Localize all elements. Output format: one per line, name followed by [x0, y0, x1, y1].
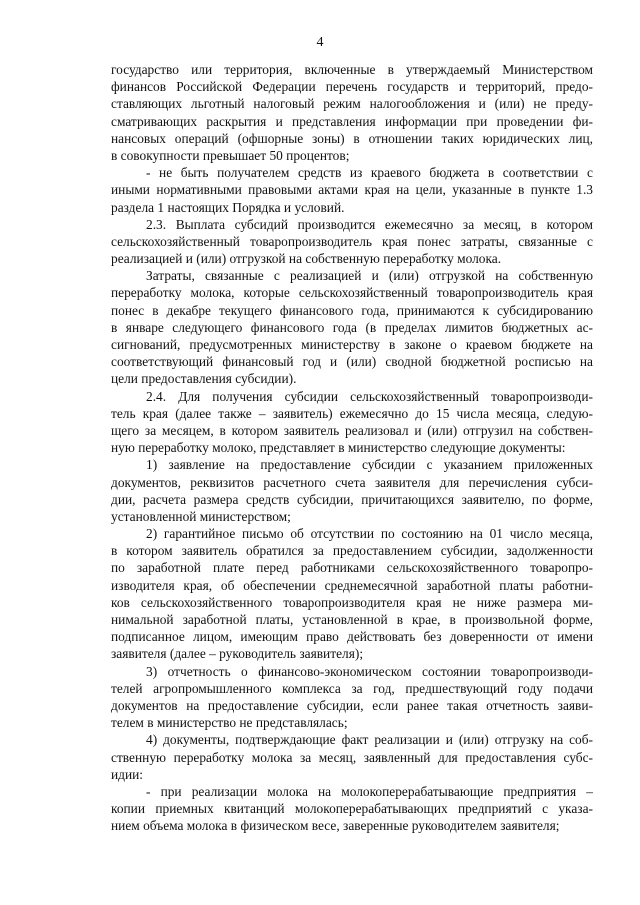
text-line: ную переработку молоко, представляет в министерство следующие документы:: [111, 440, 566, 456]
paragraph: [111, 525, 593, 663]
text-line: по заработной плате перед работниками сельскохозяйственного товаропро-: [111, 560, 593, 576]
text-line: сматривающих раскрытия и представления информации при проведении фи-: [111, 113, 593, 129]
text-line: реализацией и (или) отгрузкой на собственную переработку молока.: [111, 251, 502, 267]
text-line: финансов Российской Федерации перечень государств и территорий, предо-: [111, 79, 593, 95]
text-line: 2.3. Выплата субсидий производится ежемесячно за месяц, в котором: [146, 216, 593, 232]
page-number: 4: [316, 35, 324, 50]
text-line: копии приемных квитанций молокоперерабатывающих предприятий с указа-: [111, 801, 593, 817]
text-line: государство или территория, включенные в утверждаемый Министерством: [111, 62, 593, 77]
text-line: ков сельскохозяйственного товаропроизводителя края не ниже размера ми-: [111, 594, 593, 610]
text-line: раздела 1 настоящих Порядка и условий.: [111, 199, 345, 215]
text-line: документов, реквизитов расчетного счета заявителя для перечисления субси-: [111, 474, 593, 490]
text-line: нансовых операций (офшорные зоны) в отношении таких юридических лиц,: [111, 130, 593, 146]
paragraph: [111, 663, 593, 732]
text-line: цели предоставления субсидии).: [111, 371, 297, 387]
text-line: заявителя (далее – руководитель заявителя);: [111, 646, 364, 662]
text-line: переработку молока, которые сельскохозяйственный товаропроизводитель края: [111, 285, 593, 301]
text-line: тель края (далее также – заявитель) ежемесячно до 15 числа месяца, следую-: [111, 405, 593, 421]
text-line: телем в министерство не представлялась;: [111, 715, 348, 731]
text-line: в совокупности превышает 50 процентов;: [111, 147, 350, 163]
text-line: ставляющих льготный налоговый режим налогообложения и (или) не преду-: [111, 96, 593, 112]
text-line: 2) гарантийное письмо об отсутствии по состоянию на 01 число месяца,: [146, 526, 593, 542]
text-line: 1) заявление на предоставление субсидии с указанием приложенных: [146, 457, 593, 473]
text-line: установленной министерством;: [111, 508, 291, 524]
text-line: нием объема молока в физическом весе, заверенные руководителем заявителя;: [111, 818, 560, 834]
paragraph: [111, 783, 593, 835]
paragraph: [111, 267, 593, 387]
text-line: 2.4. Для получения субсидии сельскохозяйственный товаропроизводи-: [146, 388, 593, 404]
paragraph: [111, 388, 593, 457]
text-line: иными нормативными правовыми актами края на цели, указанные в пункте 1.3: [111, 182, 593, 198]
paragraph: [111, 164, 593, 216]
text-line: идии:: [111, 766, 144, 782]
text-line: 3) отчетность о финансово-экономическом состоянии товаропроизводи-: [146, 663, 593, 679]
text-line: документов на предоставление субсидии, если ранее такая отчетность заяви-: [111, 697, 593, 713]
text-line: в котором заявитель обратился за предоставлением субсидии, задолженности: [111, 543, 593, 559]
text-line: - не быть получателем средств из краевого бюджета в соответствии с: [146, 165, 593, 181]
text-line: 4) документы, подтверждающие факт реализации и (или) отгрузку на соб-: [146, 732, 593, 748]
text-line: понес в декабре текущего финансового года, принимаются к субсидированию: [111, 302, 593, 318]
paragraph: [111, 456, 593, 525]
paragraph: [111, 61, 593, 164]
paragraph: [111, 216, 593, 268]
text-line: подписанное лицом, имеющим право действовать без доверенности от имени: [111, 629, 593, 645]
document-body: [111, 61, 593, 834]
text-line: Затраты, связанные с реализацией и (или) отгрузкой на собственную: [146, 268, 593, 284]
text-line: сигнований, предусмотренных министерству в законе о краевом бюджете на: [111, 337, 593, 352]
text-line: нимальной заработной платы, установленной в крае, в произвольной форме,: [111, 612, 593, 627]
text-line: в январе следующего финансового года (в пределах лимитов бюджетных ас-: [111, 319, 593, 335]
text-line: телей агропромышленного комплекса за год, предшествующий году подачи: [111, 680, 593, 696]
text-line: дии, расчета размера средств субсидии, причитающихся заявителю, по форме,: [111, 491, 593, 507]
paragraph: [111, 731, 593, 783]
text-line: сельскохозяйственный товаропроизводитель края понес затраты, связанные с: [111, 233, 593, 249]
text-line: щего за месяцем, в котором заявитель реализовал и (или) отгрузил на собствен-: [111, 422, 593, 438]
text-line: - при реализации молока на молокоперерабатывающие предприятия –: [146, 783, 593, 799]
text-line: соответствующий финансовый год и (или) сводной бюджетной росписью на: [111, 354, 593, 370]
text-line: ственную переработку молока за месяц, заявленный для предоставления субс-: [111, 749, 593, 765]
text-line: изводителя края, об обеспечении среднемесячной заработной платы работни-: [111, 577, 593, 593]
